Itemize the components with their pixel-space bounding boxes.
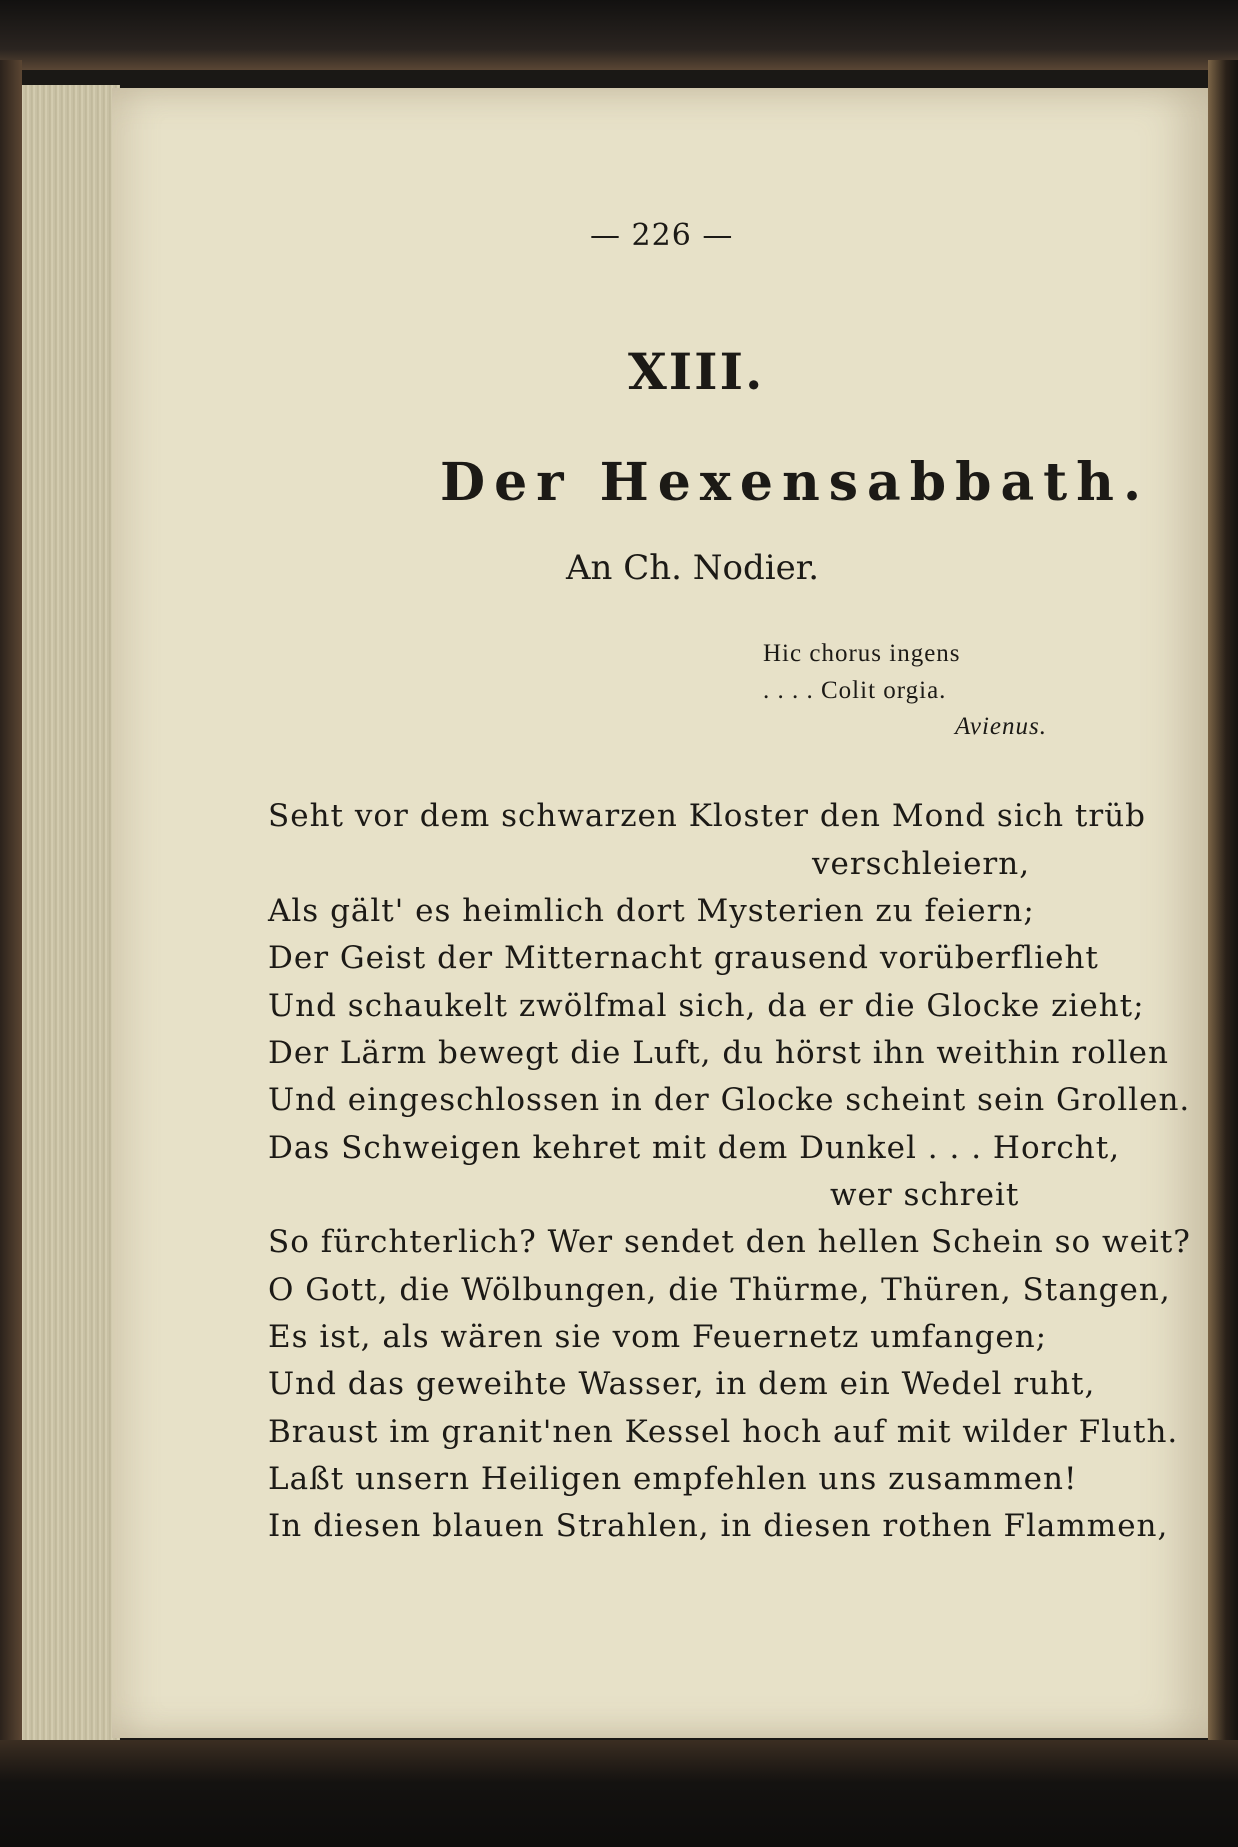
verse-line: O Gott, die Wölbungen, die Thürme, Thüren, Stangen, (268, 1272, 1171, 1308)
verse-line: verschleiern, (812, 846, 1031, 882)
verse-line: Laßt unsern Heiligen empfehlen uns zusammen! (268, 1461, 1078, 1497)
epigraph-line: Hic chorus ingens (763, 640, 961, 667)
verse-line: In diesen blauen Strahlen, in diesen rothen Flammen, (268, 1508, 1169, 1544)
poem-title: Der Hexensabbath. (440, 452, 1151, 513)
epigraph-author: Avienus. (955, 713, 1048, 740)
book-cover-left (0, 60, 22, 1760)
dedication: An Ch. Nodier. (566, 548, 820, 588)
verse-line: Und schaukelt zwölfmal sich, da er die Glocke zieht; (268, 988, 1145, 1024)
verse-line: Das Schweigen kehret mit dem Dunkel . . . Horcht, (268, 1130, 1121, 1166)
book-cover-top (0, 0, 1238, 70)
verse-line: Braust im granit'nen Kessel hoch auf mit wilder Fluth. (268, 1414, 1179, 1450)
book-cover-bottom (0, 1740, 1238, 1847)
verse-line: So fürchterlich? Wer sendet den hellen Schein so weit? (268, 1224, 1191, 1260)
verse-line: Es ist, als wären sie vom Feuernetz umfangen; (268, 1319, 1048, 1355)
verse-line: Als gält' es heimlich dort Mysterien zu feiern; (268, 893, 1035, 929)
verse-line: Und das geweihte Wasser, in dem ein Wedel ruht, (268, 1366, 1096, 1402)
book-cover-right (1208, 60, 1238, 1760)
verse-line: Und eingeschlossen in der Glocke scheint sein Grollen. (268, 1082, 1191, 1118)
page-number: — 226 — (590, 218, 734, 253)
verse-line: Der Lärm bewegt die Luft, du hörst ihn weithin rollen (268, 1035, 1169, 1071)
verse-line: wer schreit (830, 1177, 1020, 1213)
verse-line: Seht vor dem schwarzen Kloster den Mond sich trüb (268, 798, 1147, 834)
chapter-number: XIII. (628, 342, 765, 401)
epigraph-line: . . . . Colit orgia. (763, 677, 947, 704)
verse-line: Der Geist der Mitternacht grausend vorüberflieht (268, 940, 1099, 976)
